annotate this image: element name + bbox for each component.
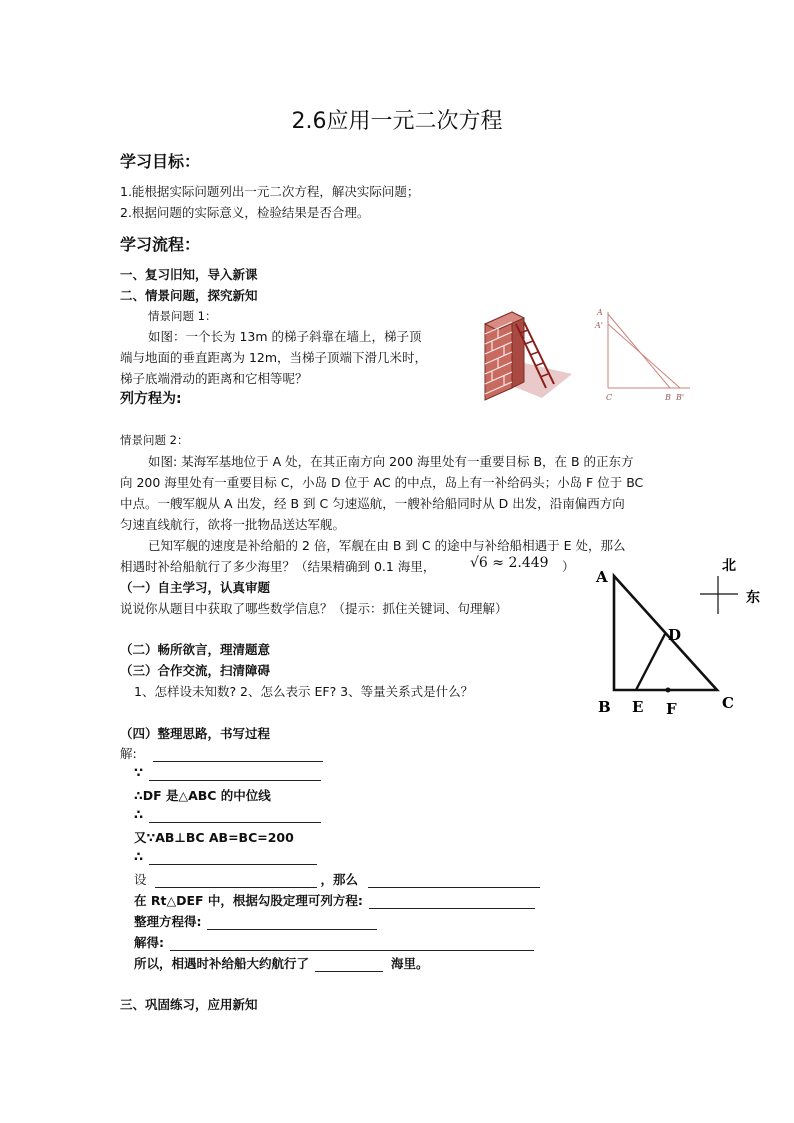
point-b-label: B: [598, 698, 611, 716]
solution-also: 又∵AB⊥BC AB=BC=200: [134, 830, 294, 845]
solution-df-midline: ∴DF 是△ABC 的中位线: [134, 788, 271, 803]
self-study-prompt: 说说你从题目中获取了哪些数学信息？（提示：抓住关键词、句理解）: [120, 601, 508, 616]
answer-blank[interactable]: [207, 915, 377, 930]
point-c-label: C: [722, 694, 734, 712]
sqrt-approximation: √6 ≈ 2.449: [470, 555, 549, 571]
section-self-study: （一）自主学习，认真审题: [120, 580, 271, 595]
section-practice: 三、巩固练习，应用新知: [120, 997, 258, 1012]
solution-solve: 解得:: [134, 933, 534, 951]
section-organize: （四）整理思路，书写过程: [120, 726, 271, 741]
label-b: B: [665, 393, 671, 402]
solution-because: ∵: [134, 765, 321, 781]
north-label: 北: [722, 558, 736, 574]
objectives-heading: 学习目标：: [120, 152, 201, 171]
point-a-label: A: [596, 568, 608, 586]
answer-blank[interactable]: [149, 850, 317, 865]
answer-blank[interactable]: [170, 936, 534, 951]
objective-item: 2.根据问题的实际意义，检验结果是否合理。: [120, 205, 370, 220]
point-e-label: E: [632, 698, 644, 716]
problem2-text: 向 200 海里处有一重要目标 C，小岛 D 位于 AC 的中点，岛上有一补给码头；小岛 F 位于 BC: [120, 475, 644, 490]
step-review: 一、复习旧知，导入新课: [120, 267, 258, 282]
solution-rt-triangle: 在 Rt△DEF 中，根据勾股定理可列方程:: [134, 891, 535, 909]
label-c: C: [606, 393, 613, 402]
point-d-label: D: [668, 626, 682, 644]
page-title: 2.6应用一元二次方程: [291, 109, 503, 134]
problem2-text: 匀速直线航行，欲将一批物品送达军舰。: [120, 517, 346, 532]
sea-triangle-diagram: [590, 552, 770, 722]
solution-let: 设 ，那么: [134, 870, 540, 888]
answer-blank[interactable]: [369, 894, 535, 909]
east-label: 东: [746, 590, 760, 606]
solution-therefore-2: ∴: [134, 849, 317, 865]
solution-therefore: ∴: [134, 807, 321, 823]
answer-blank[interactable]: [368, 873, 540, 888]
ladder-diagram: [590, 300, 700, 406]
problem1-text: 端与地面的垂直距离为 12m，当梯子顶端下滑几米时，: [120, 350, 428, 365]
problem2-text: 如图: 某海军基地位于 A 处，在其正南方向 200 海里处有一重要目标 B，在 B 的正东方: [148, 454, 634, 469]
label-a: A: [597, 308, 603, 317]
problem2-text: 相遇时补给船航行了多少海里？（结果精确到 0.1 海里，: [120, 559, 436, 574]
answer-blank[interactable]: [149, 808, 321, 823]
label-b-prime: B': [676, 393, 685, 402]
process-heading: 学习流程：: [120, 235, 201, 254]
answer-blank[interactable]: [153, 747, 323, 762]
problem2-text: 中点。一艘军舰从 A 出发，经 B 到 C 匀速巡航，一艘补给船同时从 D 出发，沿南偏西方向: [120, 496, 625, 511]
problem1-text: 梯子底端滑动的距离和它相等呢？: [120, 371, 308, 386]
problem1-label: 情景问题 1：: [148, 309, 217, 323]
answer-blank[interactable]: [315, 957, 383, 972]
solution-conclusion: 所以，相遇时补给船大约航行了 海里。: [134, 956, 429, 971]
close-paren: ）: [562, 559, 575, 574]
step-explore: 二、情景问题，探究新知: [120, 288, 258, 303]
equation-label: 列方程为:: [120, 391, 182, 407]
point-f-label: F: [666, 700, 677, 718]
section-discuss: （二）畅所欲言，理清题意: [120, 642, 271, 657]
answer-blank[interactable]: [149, 766, 321, 781]
objective-item: 1.能根据实际问题列出一元二次方程，解决实际问题；: [120, 184, 420, 199]
solution-arrange: 整理方程得:: [134, 912, 377, 930]
problem1-text: 如图：一个长为 13m 的梯子斜靠在墙上，梯子顶: [148, 329, 422, 344]
section-cooperate: （三）合作交流，扫清障碍: [120, 663, 271, 678]
cooperate-questions: 1、怎样设未知数? 2、怎么表示 EF? 3、等量关系式是什么？: [134, 684, 474, 699]
problem2-text: 已知军舰的速度是补给船的 2 倍，军舰在由 B 到 C 的途中与补给船相遇于 E 处，那么: [148, 538, 626, 553]
answer-blank[interactable]: [155, 873, 317, 888]
problem2-label: 情景问题 2：: [120, 433, 189, 447]
wall-ladder-image: [480, 302, 572, 402]
solution-jie: 解:: [120, 744, 323, 762]
label-a-prime: A': [595, 321, 603, 330]
